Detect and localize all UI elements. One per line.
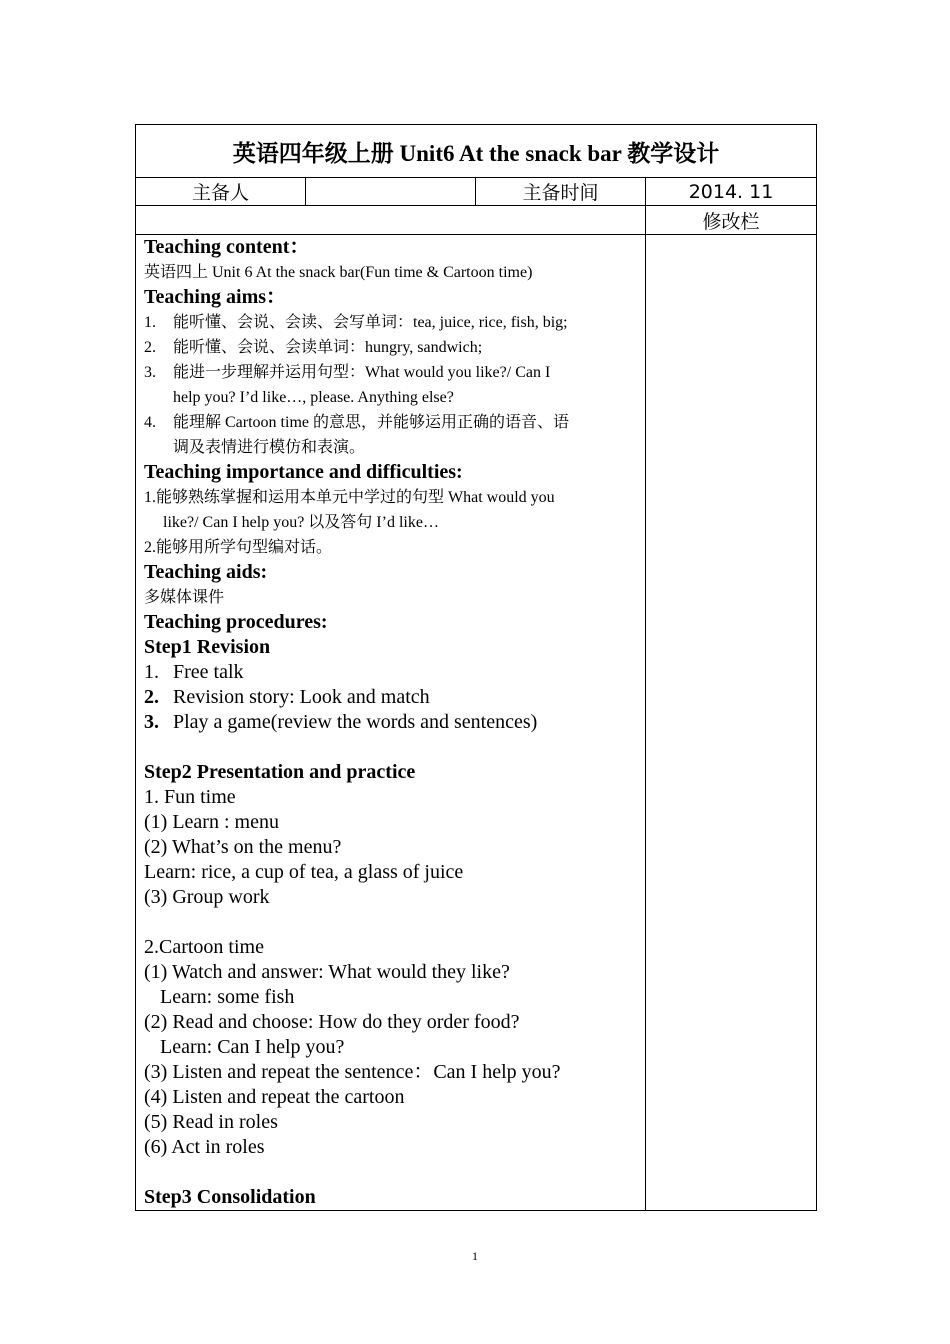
cartoon-time-learn: Learn: Can I help you? [160, 1036, 345, 1058]
step1-item: 2. Revision story: Look and match [144, 686, 430, 708]
importance-item-continuation: like?/ Can I help you? 以及答句 I’d like… [163, 514, 439, 531]
cartoon-time-learn: Learn: some fish [160, 986, 295, 1008]
step3-heading: Step3 Consolidation [144, 1186, 316, 1208]
lesson-content [144, 235, 637, 1210]
procedures-heading: Teaching procedures: [144, 611, 328, 633]
aids-text: 多媒体课件 [144, 589, 225, 606]
preparer-label: 主备人 [136, 178, 306, 206]
importance-item: 1.能够熟练掌握和运用本单元中学过的句型 What would you [144, 489, 555, 506]
lesson-plan-table [135, 124, 817, 1211]
cartoon-time-item: (5) Read in roles [144, 1111, 278, 1133]
page-number: 1 [472, 1249, 478, 1263]
time-value: 2014. 11 [646, 178, 817, 206]
aim-item-continuation: 调及表情进行模仿和表演。 [173, 439, 366, 456]
teaching-content-text: 英语四上 Unit 6 At the snack bar(Fun time & Cartoon time) [144, 264, 533, 281]
aim-item-continuation: help you? I’d like…, please. Anything else? [173, 389, 454, 406]
content-cell [136, 235, 646, 1211]
revision-column [646, 235, 817, 1211]
cartoon-time-heading: 2.Cartoon time [144, 936, 264, 958]
fun-time-item: (2) What’s on the menu? [144, 836, 342, 858]
importance-heading: Teaching importance and difficulties: [144, 461, 463, 483]
step1-item: 3. Play a game(review the words and sentences) [144, 711, 538, 733]
aids-heading: Teaching aids: [144, 561, 268, 583]
cartoon-time-item: (1) Watch and answer: What would they like? [144, 961, 510, 983]
aims-heading: Teaching aims： [144, 286, 287, 308]
fun-time-learn: Learn: rice, a cup of tea, a glass of juice [144, 861, 464, 883]
aim-item: 2. 能听懂、会说、会读单词：hungry, sandwich; [144, 339, 483, 356]
blank-header-cell [136, 206, 646, 235]
fun-time-item: (3) Group work [144, 886, 270, 908]
cartoon-time-item: (4) Listen and repeat the cartoon [144, 1086, 405, 1108]
document-title: 英语四年级上册 Unit6 At the snack bar 教学设计 [136, 125, 817, 178]
aim-item: 3. 能进一步理解并运用句型：What would you like?/ Can I [144, 364, 551, 381]
fun-time-heading: 1. Fun time [144, 786, 236, 808]
fun-time-item: (1) Learn : menu [144, 811, 279, 833]
teaching-content-heading: Teaching content： [144, 236, 310, 258]
importance-item: 2.能够用所学句型编对话。 [144, 539, 333, 556]
preparer-value [306, 178, 476, 206]
cartoon-time-item: (2) Read and choose: How do they order food? [144, 1011, 520, 1033]
cartoon-time-item: (3) Listen and repeat the sentence：Can I help you? [144, 1061, 561, 1083]
aim-item: 4. 能理解 Cartoon time 的意思，并能够运用正确的语音、语 [144, 414, 569, 431]
revision-label: 修改栏 [646, 206, 817, 235]
step1-heading: Step1 Revision [144, 636, 271, 658]
step2-heading: Step2 Presentation and practice [144, 761, 416, 783]
cartoon-time-item: (6) Act in roles [144, 1136, 265, 1158]
aim-item: 1. 能听懂、会说、会读、会写单词：tea, juice, rice, fish, big; [144, 314, 568, 331]
step1-item: 1. Free talk [144, 661, 244, 683]
time-label: 主备时间 [476, 178, 646, 206]
